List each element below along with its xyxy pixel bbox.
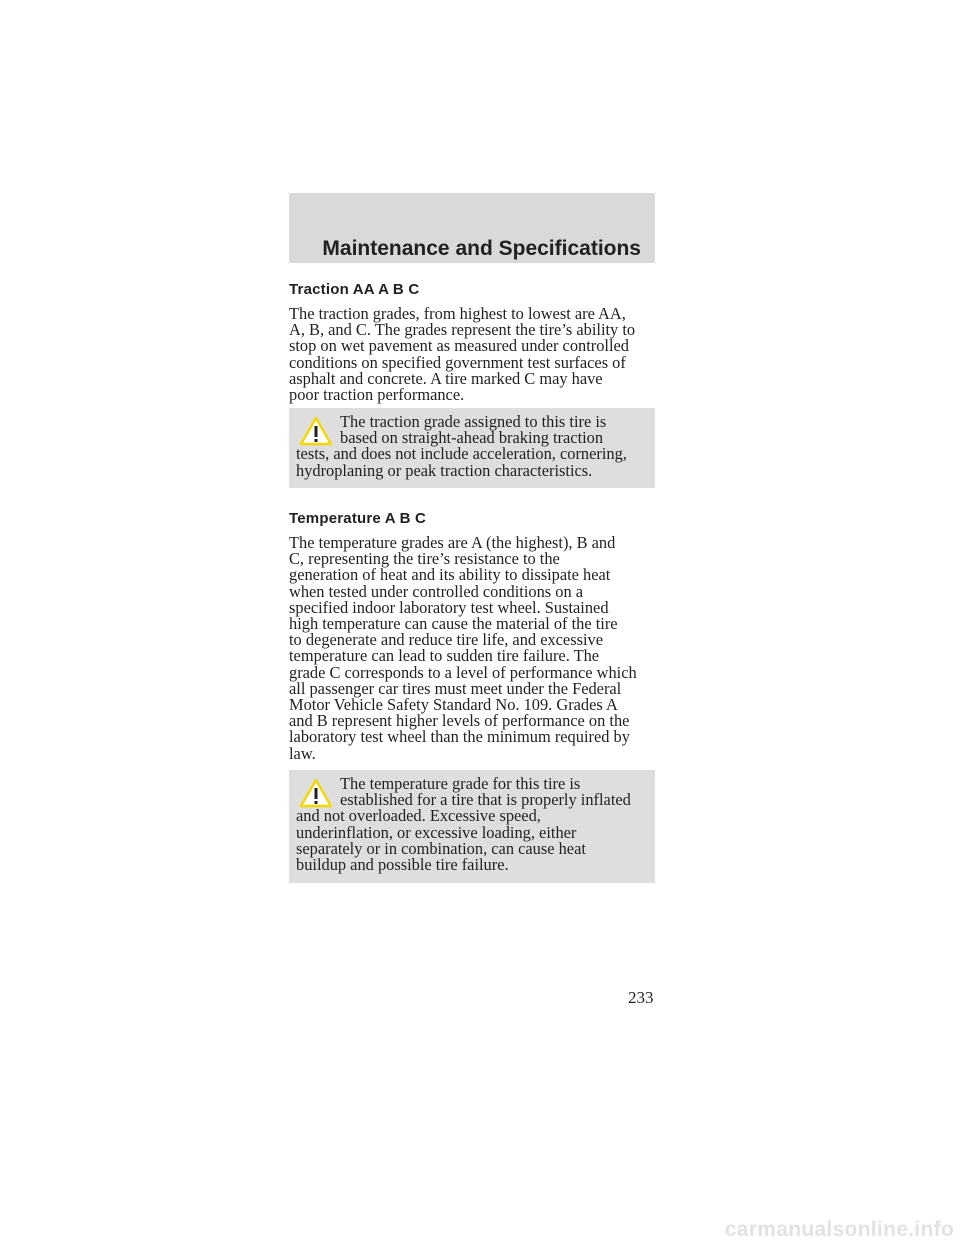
paragraph-line: generation of heat and its ability to dissipate heat xyxy=(289,565,611,585)
paragraph-line: specified indoor laboratory test wheel. Sustained xyxy=(289,597,609,617)
warning-line: hydroplaning or peak traction characteristics. xyxy=(296,460,593,480)
paragraph-line: A, B, and C. The grades represent the tire’s ability to xyxy=(289,320,636,340)
watermark: carmanualsonline.info xyxy=(724,1218,954,1241)
paragraph-line: and B represent higher levels of performance on the xyxy=(289,711,630,731)
paragraph-line: law. xyxy=(289,743,316,763)
page-number: 233 xyxy=(628,988,654,1007)
paragraph-line: all passenger car tires must meet under the Federal xyxy=(289,678,622,698)
warning-line: and not overloaded. Excessive speed, xyxy=(296,806,541,826)
warning-line: established for a tire that is properly inflated xyxy=(340,790,631,810)
warning-line: based on straight-ahead braking traction xyxy=(340,428,604,448)
temperature-heading: Temperature A B C xyxy=(289,510,427,527)
warning-line: separately or in combination, can cause heat xyxy=(296,838,586,858)
paragraph-line: to degenerate and reduce tire life, and excessive xyxy=(289,630,603,650)
warning-line: underinflation, or excessive loading, either xyxy=(296,822,577,842)
temperature-warning-text xyxy=(296,776,631,873)
traction-warning-box xyxy=(289,408,655,488)
paragraph-line: stop on wet pavement as measured under controlled xyxy=(289,336,630,356)
traction-warning-text xyxy=(296,414,627,479)
paragraph-line: C, representing the tire’s resistance to the xyxy=(289,549,560,569)
paragraph-line: high temperature can cause the material of the tire xyxy=(289,614,618,634)
paragraph-line: The temperature grades are A (the highest), B and xyxy=(289,533,616,552)
paragraph-line: when tested under controlled conditions on a xyxy=(289,581,584,601)
traction-paragraph xyxy=(289,306,661,403)
warning-line: tests, and does not include acceleration, cornering, xyxy=(296,444,627,464)
paragraph-line: temperature can lead to sudden tire failure. The xyxy=(289,646,600,666)
paragraph-line: Motor Vehicle Safety Standard No. 109. Grades A xyxy=(289,695,618,715)
section-header xyxy=(289,193,655,263)
temperature-warning-box xyxy=(289,770,655,883)
warning-line: The temperature grade for this tire is xyxy=(340,774,581,793)
warning-line: The traction grade assigned to this tire is xyxy=(340,412,607,431)
paragraph-line: The traction grades, from highest to lowest are AA, xyxy=(289,304,626,323)
temperature-paragraph xyxy=(289,535,661,762)
paragraph-line: conditions on specified government test surfaces of xyxy=(289,352,626,372)
traction-heading: Traction AA A B C xyxy=(289,281,420,298)
paragraph-line: laboratory test wheel than the minimum required by xyxy=(289,727,630,747)
section-title: Maintenance and Specifications xyxy=(322,237,641,260)
warning-line: buildup and possible tire failure. xyxy=(296,855,509,875)
paragraph-line: poor traction performance. xyxy=(289,385,465,405)
paragraph-line: asphalt and concrete. A tire marked C may have xyxy=(289,368,603,388)
paragraph-line: grade C corresponds to a level of performance which xyxy=(289,662,637,682)
